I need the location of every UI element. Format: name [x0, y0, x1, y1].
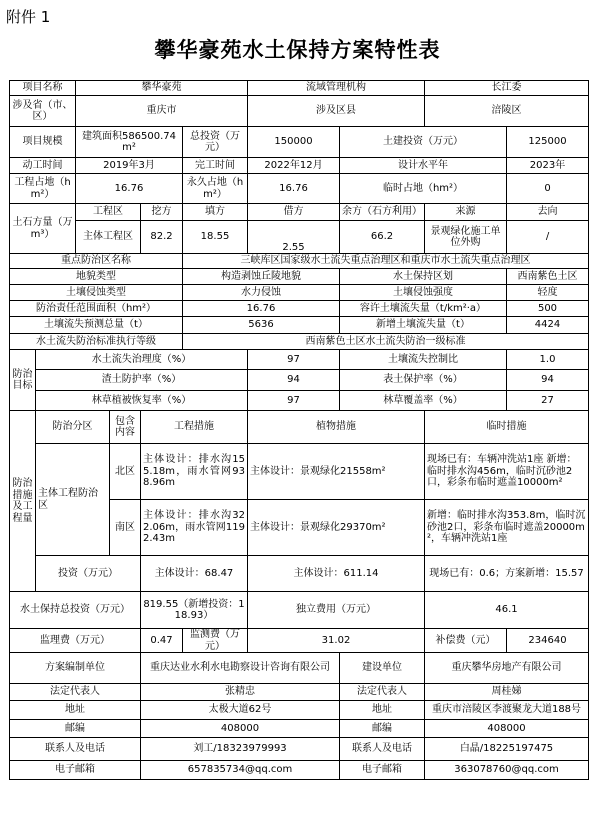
rep-label-1: 法定代表人 — [10, 684, 141, 701]
perm-area-value: 16.76 — [248, 174, 340, 204]
total-invest-label: 总投资（万元） — [183, 127, 248, 158]
finish-label: 完工时间 — [183, 158, 248, 174]
invest-label: 投资（万元） — [36, 556, 141, 592]
allowable-loss-value: 500 — [507, 301, 589, 317]
province-label: 涉及省（市、区） — [10, 96, 76, 127]
measures-header-temporary: 临时措施 — [425, 411, 589, 444]
division-value: 西南紫色土区 — [507, 269, 589, 285]
target-label-1: 水土流失治理度（%） — [36, 350, 248, 370]
landform-label: 地貌类型 — [10, 269, 183, 285]
north-temporary: 现场已有：车辆冲洗站1座 新增：临时排水沟456m，临时沉砂池2口，彩条布临时遮盖10000m² — [425, 444, 589, 500]
address-value-2: 重庆市涪陵区李渡聚龙大道188号 — [425, 701, 589, 720]
earthwork-header-source: 来源 — [425, 204, 507, 221]
target-value-3: 94 — [248, 370, 340, 391]
start-value: 2019年3月 — [76, 158, 183, 174]
erosion-type-label: 土壤侵蚀类型 — [10, 285, 183, 301]
earthwork-header-cut: 挖方 — [141, 204, 183, 221]
rep-value-1: 张精忠 — [141, 684, 340, 701]
south-plant: 主体设计：景观绿化29370m² — [248, 500, 425, 556]
erosion-type-value: 水力侵蚀 — [183, 285, 340, 301]
key-zone-label: 重点防治区名称 — [10, 254, 183, 269]
resp-area-value: 16.76 — [183, 301, 340, 317]
earthwork-cut: 82.2 — [141, 221, 183, 254]
address-value-1: 太极大道62号 — [141, 701, 340, 720]
characteristics-table — [9, 80, 589, 780]
target-label-2: 土壤流失控制比 — [340, 350, 507, 370]
start-label: 动工时间 — [10, 158, 76, 174]
measures-zone: 主体工程防治区 — [36, 444, 110, 556]
earthwork-header-fill: 填方 — [183, 204, 248, 221]
south-engineering: 主体设计：排水沟322.06m，雨水管网1192.43m — [141, 500, 248, 556]
perm-area-label: 永久占地（hm²） — [183, 174, 248, 204]
target-value-5: 97 — [248, 391, 340, 411]
project-name-value: 攀华豪苑 — [76, 81, 248, 96]
contact-value-1: 刘工/18323979993 — [141, 738, 340, 761]
annex-label: 附件 1 — [6, 8, 51, 26]
earthwork-header-destination: 去向 — [507, 204, 589, 221]
key-zone-value: 三峡库区国家级水土流失重点治理区和重庆市水土流失重点治理区 — [183, 254, 589, 269]
design-year-value: 2023年 — [507, 158, 589, 174]
project-name-label: 项目名称 — [10, 81, 76, 96]
independent-fee-label: 独立费用（万元） — [248, 592, 425, 629]
resp-area-label: 防治责任范围面积（hm²） — [10, 301, 183, 317]
civil-invest-value: 125000 — [507, 127, 589, 158]
targets-label: 防治目标 — [10, 350, 36, 411]
monitoring-fee-label: 监测费（万元） — [183, 629, 248, 653]
design-year-label: 设计水平年 — [340, 158, 507, 174]
basin-org-value: 长江委 — [425, 81, 589, 96]
contact-value-2: 白晶/18225197475 — [425, 738, 589, 761]
north-zone-label: 北区 — [110, 444, 141, 500]
building-area-value: 建筑面积586500.74m² — [76, 127, 183, 158]
total-invest-swc-value: 819.55（新增投资：118.93） — [141, 592, 248, 629]
supervision-fee-label: 监理费（万元） — [10, 629, 141, 653]
maker-label: 方案编制单位 — [10, 653, 141, 684]
temp-area-value: 0 — [507, 174, 589, 204]
email-value-1: 657835734@qq.com — [141, 761, 340, 780]
division-label: 水土保持区划 — [340, 269, 507, 285]
zip-label-2: 邮编 — [340, 720, 425, 738]
address-label-2: 地址 — [340, 701, 425, 720]
basin-org-label: 流域管理机构 — [248, 81, 425, 96]
north-plant: 主体设计：景观绿化21558m² — [248, 444, 425, 500]
scale-label: 项目规模 — [10, 127, 76, 158]
allowable-loss-label: 容许土壤流失量（t/km²·a） — [340, 301, 507, 317]
email-label-1: 电子邮箱 — [10, 761, 141, 780]
earthwork-borrow: 2.55 — [248, 221, 340, 254]
total-invest-swc-label: 水土保持总投资（万元） — [10, 592, 141, 629]
earthwork-fill: 18.55 — [183, 221, 248, 254]
erosion-degree-value: 轻度 — [507, 285, 589, 301]
contact-label-2: 联系人及电话 — [340, 738, 425, 761]
area-label: 工程占地（hm²） — [10, 174, 76, 204]
independent-fee-value: 46.1 — [425, 592, 589, 629]
zip-value-2: 408000 — [425, 720, 589, 738]
rep-value-2: 周桂娣 — [425, 684, 589, 701]
earthwork-header-borrow: 借方 — [248, 204, 340, 221]
target-value-1: 97 — [248, 350, 340, 370]
total-invest-value: 150000 — [248, 127, 340, 158]
finish-value: 2022年12月 — [248, 158, 340, 174]
earthwork-surplus: 66.2 — [340, 221, 425, 254]
contact-label-1: 联系人及电话 — [10, 738, 141, 761]
measures-header-engineering: 工程措施 — [141, 411, 248, 444]
measures-header-plant: 植物措施 — [248, 411, 425, 444]
earthwork-zone: 主体工程区 — [76, 221, 141, 254]
new-loss-value: 4424 — [507, 317, 589, 334]
monitoring-fee-value: 31.02 — [248, 629, 425, 653]
target-label-4: 表土保护率（%） — [340, 370, 507, 391]
south-zone-label: 南区 — [110, 500, 141, 556]
area-value: 16.76 — [76, 174, 183, 204]
email-label-2: 电子邮箱 — [340, 761, 425, 780]
supervision-fee-value: 0.47 — [141, 629, 183, 653]
predicted-loss-label: 土壤流失预测总量（t） — [10, 317, 183, 334]
invest-engineering: 主体设计：68.47 — [141, 556, 248, 592]
target-value-2: 1.0 — [507, 350, 589, 370]
standard-value: 西南紫色土区水土流失防治一级标准 — [183, 334, 589, 350]
temp-area-label: 临时占地（hm²） — [340, 174, 507, 204]
email-value-2: 363078760@qq.com — [425, 761, 589, 780]
zip-value-1: 408000 — [141, 720, 340, 738]
maker-value: 重庆达业水利水电勘察设计咨询有限公司 — [141, 653, 340, 684]
civil-invest-label: 土建投资（万元） — [340, 127, 507, 158]
landform-value: 构造剥蚀丘陵地貌 — [183, 269, 340, 285]
measures-header-content: 包含内容 — [110, 411, 141, 444]
measures-label: 防治措施及工程量 — [10, 411, 36, 592]
target-value-4: 94 — [507, 370, 589, 391]
target-label-3: 渣土防护率（%） — [36, 370, 248, 391]
invest-plant: 主体设计：611.14 — [248, 556, 425, 592]
standard-label: 水土流失防治标准执行等级 — [10, 334, 183, 350]
builder-value: 重庆攀华房地产有限公司 — [425, 653, 589, 684]
target-label-6: 林草覆盖率（%） — [340, 391, 507, 411]
target-value-6: 27 — [507, 391, 589, 411]
earthwork-header-zone: 工程区 — [76, 204, 141, 221]
erosion-degree-label: 土壤侵蚀强度 — [340, 285, 507, 301]
province-value: 重庆市 — [76, 96, 248, 127]
earthwork-label: 土石方量（万m³） — [10, 204, 76, 254]
rep-label-2: 法定代表人 — [340, 684, 425, 701]
earthwork-source: 景观绿化施工单位外购 — [425, 221, 507, 254]
county-label: 涉及区县 — [248, 96, 425, 127]
invest-temporary: 现场已有：0.6；方案新增：15.57 — [425, 556, 589, 592]
builder-label: 建设单位 — [340, 653, 425, 684]
earthwork-destination: / — [507, 221, 589, 254]
new-loss-label: 新增土壤流失量（t） — [340, 317, 507, 334]
zip-label-1: 邮编 — [10, 720, 141, 738]
measures-header-zone: 防治分区 — [36, 411, 110, 444]
county-value: 涪陵区 — [425, 96, 589, 127]
south-temporary: 新增：临时排水沟353.8m，临时沉砂池2口，彩条布临时遮盖20000m²，车辆冲洗站1座 — [425, 500, 589, 556]
predicted-loss-value: 5636 — [183, 317, 340, 334]
compensation-fee-value: 234640 — [507, 629, 589, 653]
document-title: 攀华豪苑水土保持方案特性表 — [154, 38, 441, 62]
north-engineering: 主体设计：排水沟155.18m，雨水管网938.96m — [141, 444, 248, 500]
compensation-fee-label: 补偿费（元） — [425, 629, 507, 653]
earthwork-header-surplus: 余方（石方利用） — [340, 204, 425, 221]
address-label-1: 地址 — [10, 701, 141, 720]
target-label-5: 林草植被恢复率（%） — [36, 391, 248, 411]
